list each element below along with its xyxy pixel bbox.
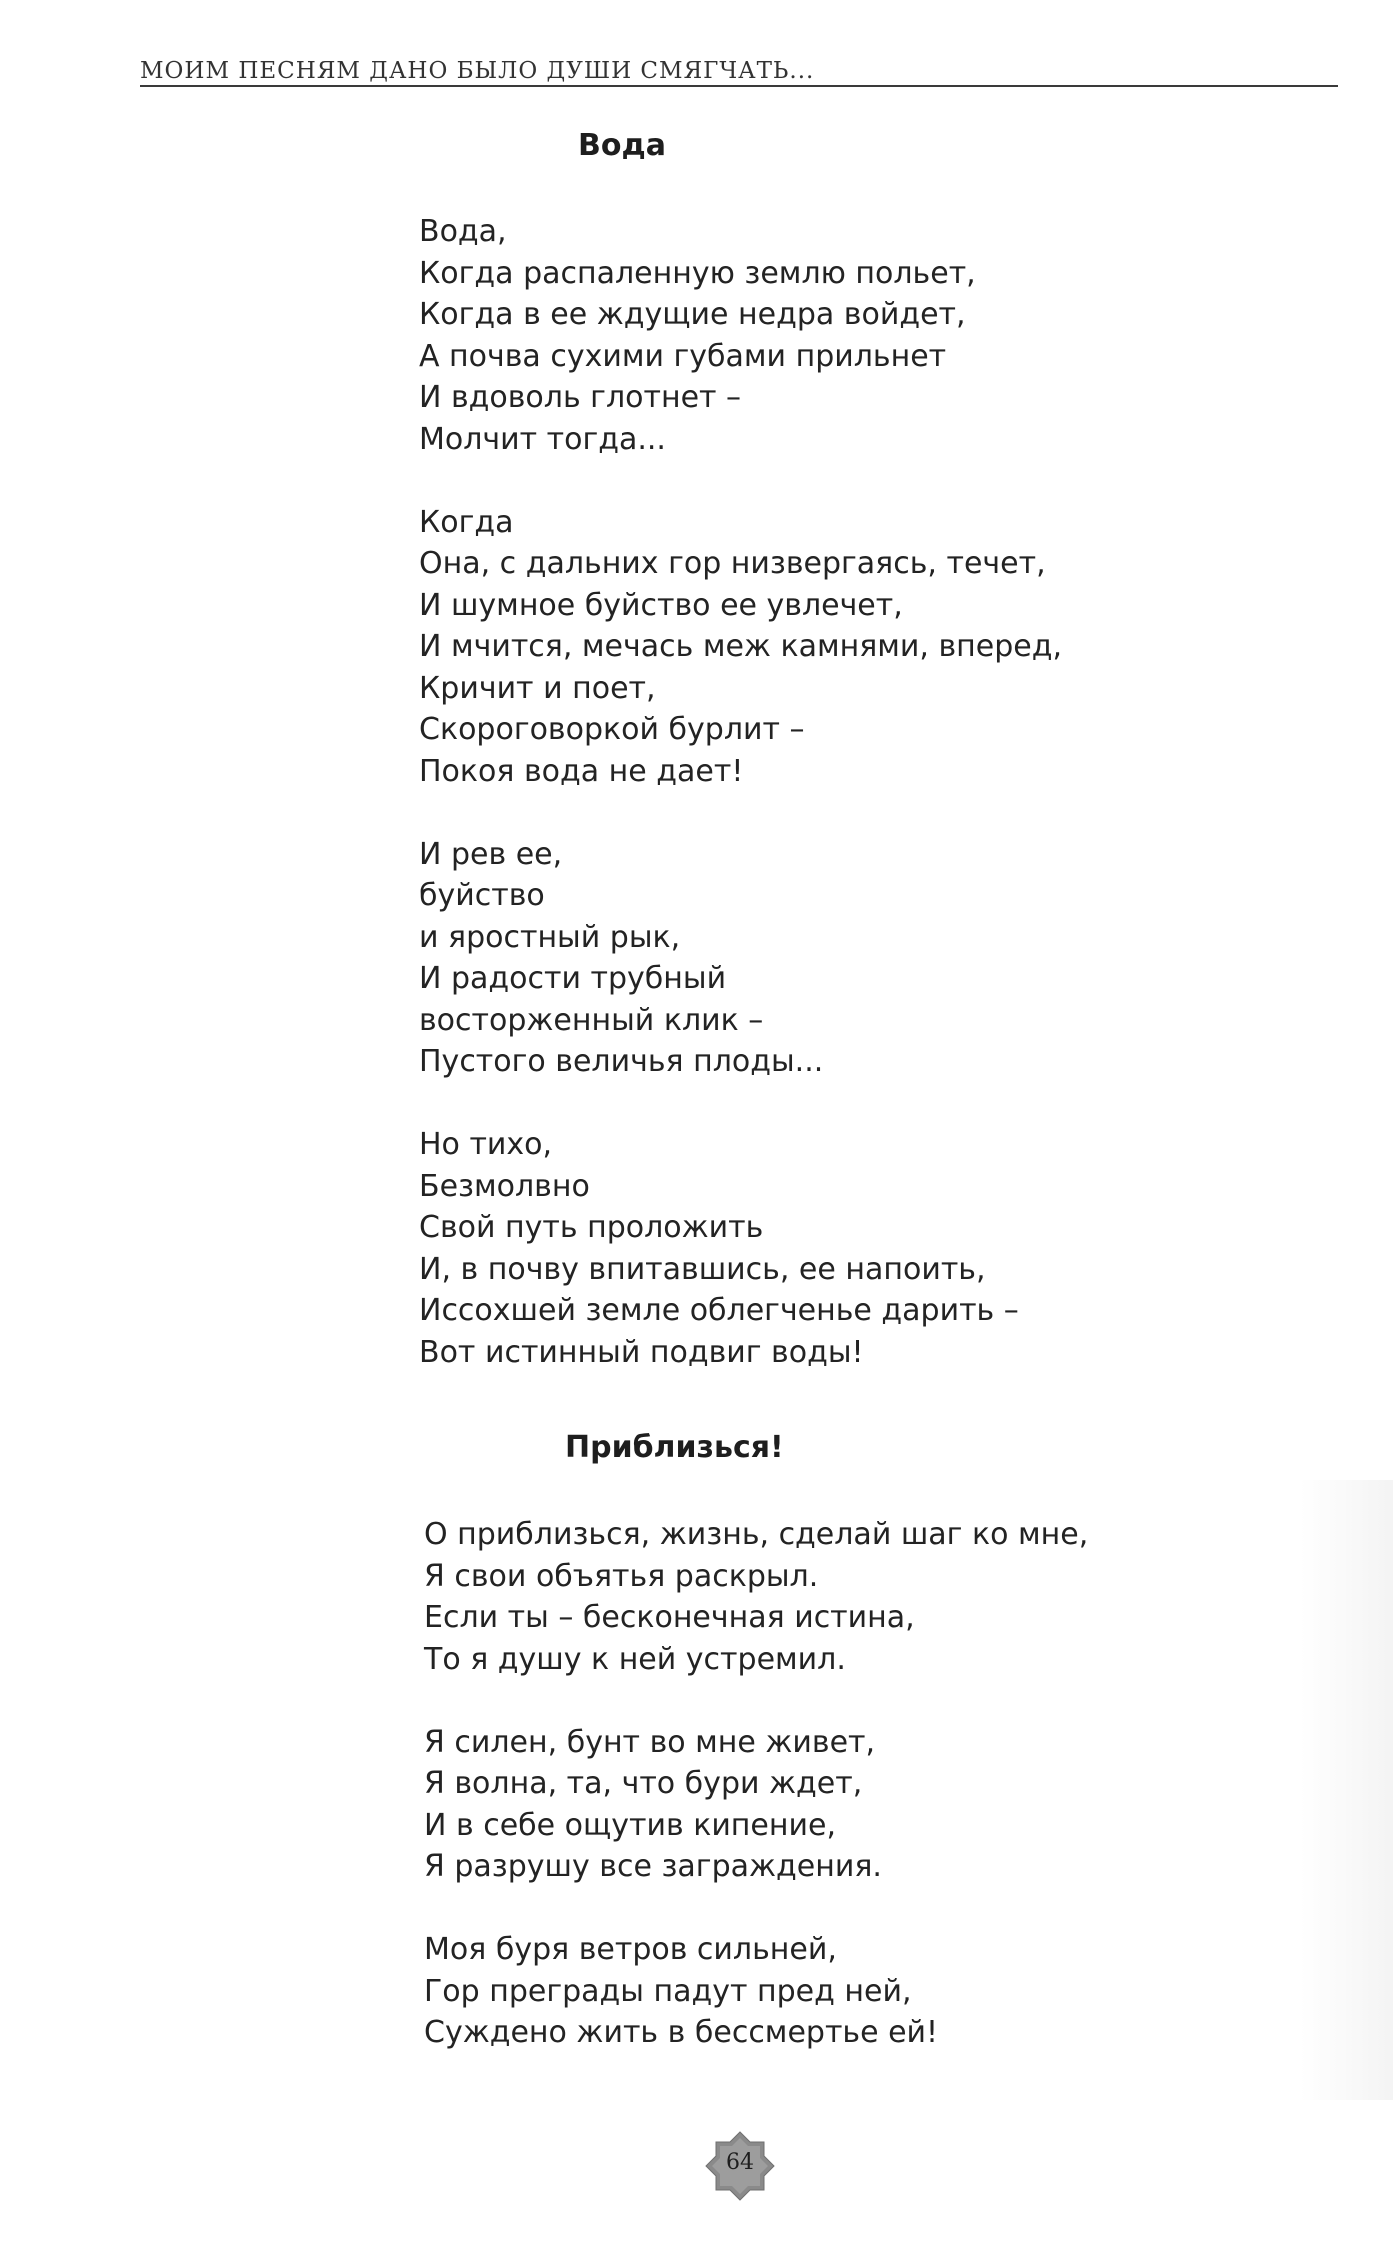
poem-line: Безмолвно xyxy=(419,1168,590,1204)
poem-line: Я волна, та, что бури ждет, xyxy=(424,1766,863,1801)
poem-line: Когда распаленную землю польет, xyxy=(419,255,976,291)
poem-line: И радости трубный xyxy=(419,961,727,996)
poem-line: Скороговоркой бурлит – xyxy=(419,712,805,747)
poem-line: Когда xyxy=(419,504,514,540)
poem-line: Моя буря ветров сильней, xyxy=(424,1932,837,1967)
poem-line: Свой путь проложить xyxy=(419,1210,764,1245)
poem-line: О приблизься, жизнь, сделай шаг ко мне, xyxy=(424,1517,1089,1552)
poem-line: А почва сухими губами прильнет xyxy=(419,338,947,374)
stanza xyxy=(424,1929,1088,2054)
poem-line: Но тихо, xyxy=(419,1127,553,1162)
poem-voda xyxy=(419,211,1062,1373)
poem-line: Вода, xyxy=(419,214,507,249)
poem-line: Иссохшей земле облегченье дарить – xyxy=(419,1293,1019,1328)
stanza xyxy=(419,1124,1062,1373)
stanza xyxy=(419,502,1062,793)
poem-line: Если ты – бесконечная истина, xyxy=(424,1600,915,1635)
poem-line: Пустого величья плоды... xyxy=(419,1044,824,1079)
stanza xyxy=(419,834,1062,1083)
poem-line: буйство xyxy=(419,878,545,913)
stanza xyxy=(424,1514,1088,1680)
poem-line: Я свои объятья раскрыл. xyxy=(424,1558,819,1594)
stanza xyxy=(424,1722,1088,1888)
poem-line: Покоя вода не дает! xyxy=(419,753,744,789)
header-rule xyxy=(140,85,1338,87)
page-edge-shade xyxy=(1300,1480,1393,2100)
running-header: МОИМ ПЕСНЯМ ДАНО БЫЛО ДУШИ СМЯГЧАТЬ... xyxy=(140,58,815,84)
poem-line: И мчится, мечась меж камнями, вперед, xyxy=(419,629,1063,664)
page-number: 64 xyxy=(726,2150,754,2175)
poem-line: И вдоволь глотнет – xyxy=(419,380,742,415)
stanza xyxy=(419,211,1062,460)
page-number-badge xyxy=(704,2130,776,2202)
poem-priblizsya xyxy=(424,1514,1088,2054)
poem-line: Когда в ее ждущие недра войдет, xyxy=(419,297,966,332)
poem-line: восторженный клик – xyxy=(419,1002,764,1038)
poem-title-priblizsya: Приблизься! xyxy=(565,1430,784,1465)
poem-line: Я силен, бунт во мне живет, xyxy=(424,1724,876,1760)
poem-title-voda: Вода xyxy=(578,128,666,163)
poem-line: Суждено жить в бессмертье ей! xyxy=(424,2015,939,2050)
poem-line: Молчит тогда... xyxy=(419,421,666,457)
poem-line: То я душу к ней устремил. xyxy=(424,1641,846,1677)
poem-line: И, в почву впитавшись, ее напоить, xyxy=(419,1251,986,1287)
poem-line: Гор преграды падут пред ней, xyxy=(424,1973,912,2009)
poem-line: Вот истинный подвиг воды! xyxy=(419,1334,864,1370)
poem-line: И шумное буйство ее увлечет, xyxy=(419,587,903,623)
poem-line: И рев ее, xyxy=(419,836,563,872)
poem-line: Кричит и поет, xyxy=(419,670,656,706)
poem-line: Она, с дальних гор низвергаясь, течет, xyxy=(419,546,1046,581)
poem-line: И в себе ощутив кипение, xyxy=(424,1807,836,1843)
poem-line: и яростный рык, xyxy=(419,919,681,955)
poem-line: Я разрушу все заграждения. xyxy=(424,1849,882,1884)
